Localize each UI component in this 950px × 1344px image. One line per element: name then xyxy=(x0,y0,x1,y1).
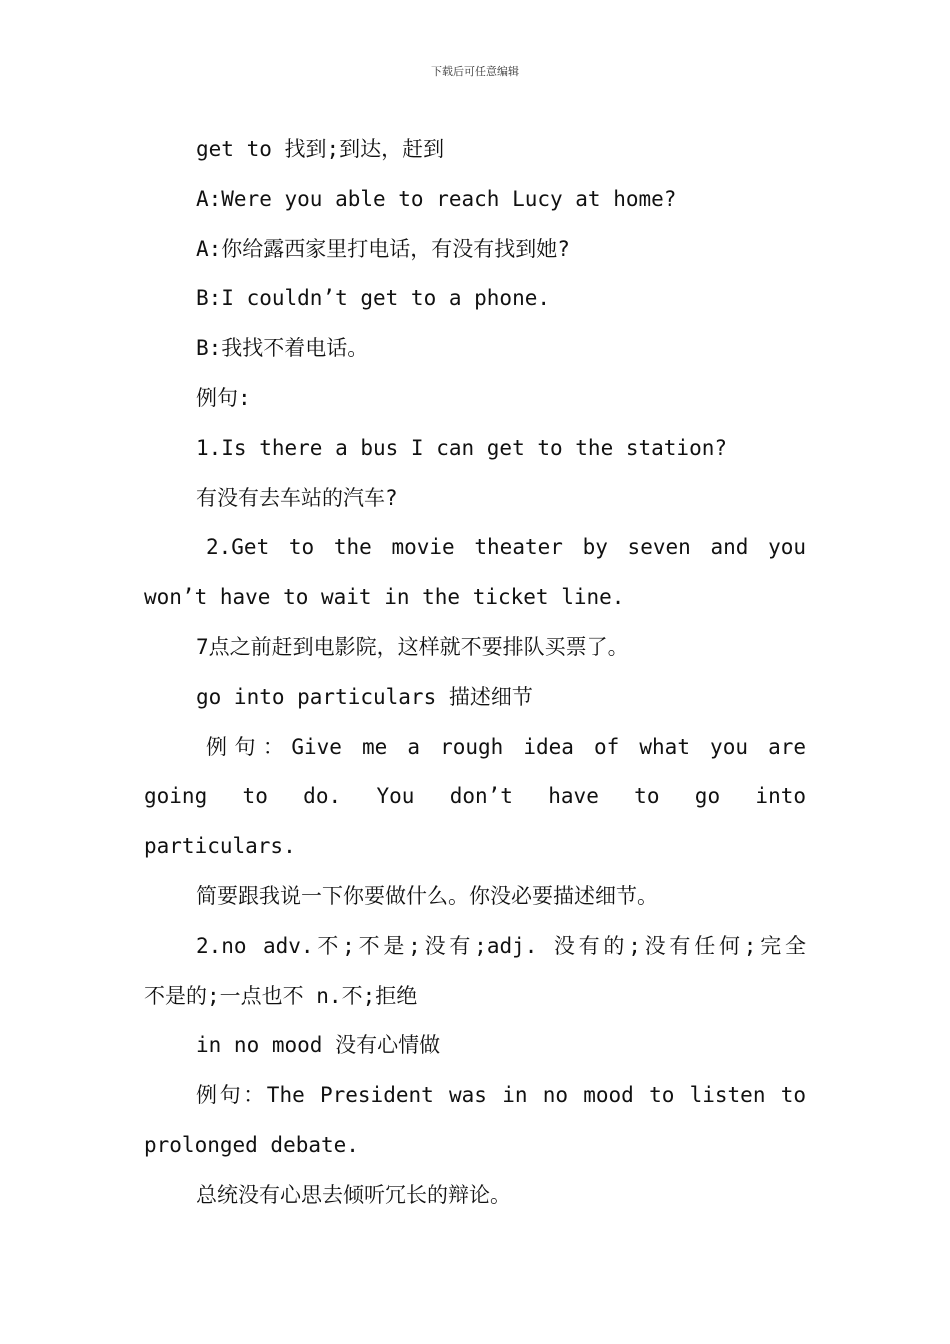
text-line: going to do. You don’t have to go into xyxy=(144,784,806,809)
example-translation: 有没有去车站的汽车? xyxy=(196,485,398,510)
text-line: 2.no adv.不;不是;没有;adj. 没有的;没有任何;完全 xyxy=(196,933,806,958)
text-line: prolonged debate. xyxy=(144,1132,359,1157)
word-definition-no xyxy=(144,922,806,1022)
text-line: particulars. xyxy=(144,834,296,859)
text-line: 例句：Give me a rough idea of what you are xyxy=(206,734,806,759)
example-sentence xyxy=(144,1071,806,1171)
dialogue-line: A:你给露西家里打电话，有没有找到她? xyxy=(196,236,570,261)
example-sentence: 1.Is there a bus I can get to the station? xyxy=(196,435,728,460)
text-line: 例句：The President was in no mood to listen to xyxy=(196,1083,806,1108)
dialogue-line: A:Were you able to reach Lucy at home? xyxy=(196,186,677,211)
dialogue-line: B:我找不着电话。 xyxy=(196,336,369,361)
text-line: 不是的;一点也不 n.不;拒绝 xyxy=(144,983,418,1008)
page-header: 下载后可任意编辑 xyxy=(431,65,519,78)
example-sentence xyxy=(144,523,806,623)
text-line: 2.Get to the movie theater by seven and you xyxy=(206,535,806,560)
example-translation: 7点之前赶到电影院，这样就不要排队买票了。 xyxy=(196,634,629,659)
example-sentence xyxy=(144,723,806,872)
example-translation: 简要跟我说一下你要做什么。你没必要描述细节。 xyxy=(196,883,658,908)
text-line: won’t have to wait in the ticket line. xyxy=(144,585,625,610)
document-body xyxy=(144,125,806,1221)
phrase-heading-get-to: get to 找到;到达，赶到 xyxy=(196,137,445,161)
dialogue-line: B:I couldn’t get to a phone. xyxy=(196,286,551,311)
phrase-heading-go-into-particulars: go into particulars 描述细节 xyxy=(196,684,533,709)
example-translation: 总统没有心思去倾听冗长的辩论。 xyxy=(196,1182,511,1207)
phrase-heading-in-no-mood: in no mood 没有心情做 xyxy=(196,1033,441,1058)
example-label: 例句: xyxy=(196,385,251,410)
